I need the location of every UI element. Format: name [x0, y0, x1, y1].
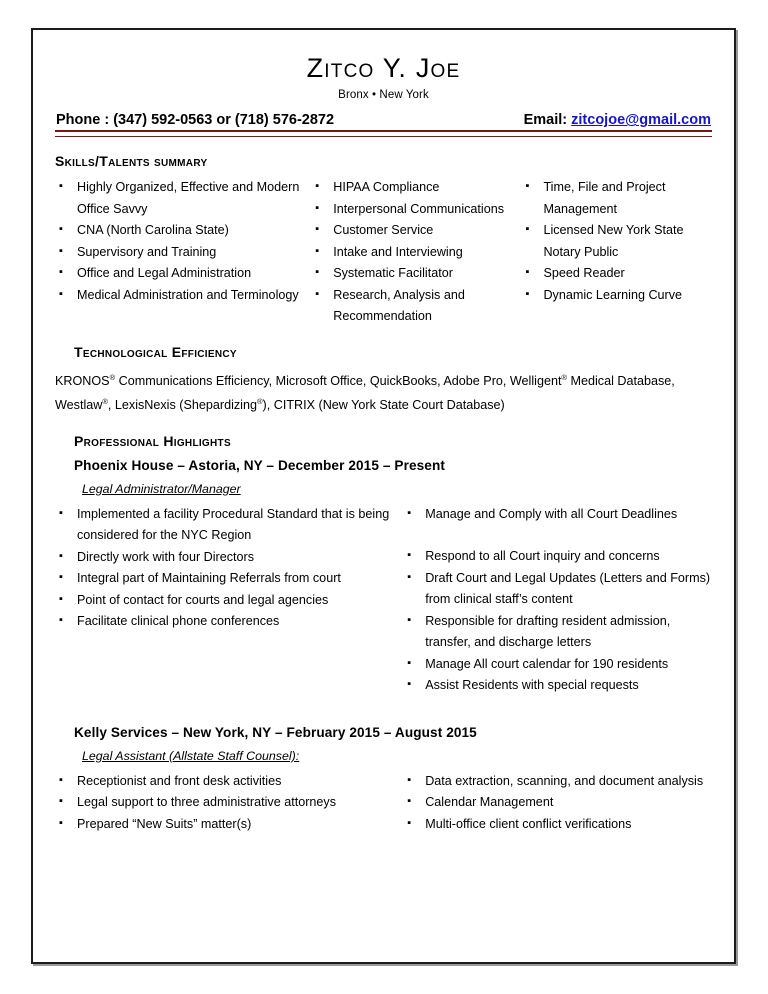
job-bullets-columns [55, 504, 712, 697]
job-bullets-left [55, 771, 403, 836]
list-item: ▪ Directly work with four Directors [55, 547, 403, 569]
job-list-right [403, 771, 712, 836]
list-item: ▪ Facilitate clinical phone conferences [55, 611, 403, 633]
list-item: ▪ HIPAA Compliance [311, 177, 521, 199]
job-title: Legal Assistant (Allstate Staff Counsel): [82, 748, 300, 763]
skills-list-3 [521, 177, 712, 306]
email-block [524, 112, 711, 128]
job-list-left [55, 504, 403, 633]
phone-text: Phone : (347) 592-0563 or (718) 576-2872 [56, 112, 335, 129]
list-item: ▪ Assist Residents with special requests [403, 675, 712, 697]
list-item: ▪ Multi-office client conflict verifications [403, 814, 712, 836]
list-item: ▪ Manage and Comply with all Court Deadlines [403, 504, 712, 526]
list-item: ▪ Dynamic Learning Curve [521, 285, 712, 307]
list-item: ▪ Draft Court and Legal Updates (Letters and Forms) from clinical staff’s content [403, 568, 712, 611]
list-item: ▪ Interpersonal Communications [311, 199, 521, 221]
tech-part: , LexisNexis (Shepardizing [107, 397, 257, 412]
list-item: ▪ Manage All court calendar for 190 residents [403, 654, 712, 676]
list-item: ▪ Speed Reader [521, 263, 712, 285]
registered-icon: ® [109, 372, 116, 382]
list-item: ▪ Office and Legal Administration [55, 263, 311, 285]
job-bullets-columns [55, 771, 712, 836]
skills-summary-heading: Skills/Talents summary [55, 153, 208, 170]
resume-page [31, 28, 736, 964]
list-item: ▪ Calendar Management [403, 792, 712, 814]
job-list-left [55, 771, 403, 836]
email-link[interactable]: zitcojoe@gmail.com [571, 112, 711, 129]
skills-list-1 [55, 177, 311, 306]
list-item: ▪ Respond to all Court inquiry and concerns [403, 546, 712, 568]
page-title: Zitco Y. Joe [306, 53, 461, 83]
job-list-right [403, 504, 712, 697]
list-item: ▪ Implemented a facility Procedural Standard that is being considered for the NYC Region [55, 504, 403, 547]
list-item: ▪ Data extraction, scanning, and document analysis [403, 771, 712, 793]
skills-columns [55, 177, 712, 328]
job-bullets-left [55, 504, 403, 697]
section-spacer [55, 697, 712, 716]
list-item: ▪ Highly Organized, Effective and Modern Office Savvy [55, 177, 311, 220]
list-item: ▪ Systematic Facilitator [311, 263, 521, 285]
list-item: ▪ Time, File and Project Management [521, 177, 712, 220]
resume-content [33, 30, 734, 962]
tech-part: Communications Efficiency, Microsoft Office, QuickBooks, Adobe Pro, Welligent [115, 373, 562, 388]
registered-icon: ® [561, 372, 567, 382]
job-employer-line: Kelly Services – New York, NY – February 2015 – August 2015 [74, 724, 477, 740]
technological-efficiency-body [55, 369, 712, 417]
list-item: ▪ Responsible for drafting resident admission, transfer, and discharge letters [403, 611, 712, 654]
tech-part: ), CITRIX (New York State Court Database) [262, 397, 505, 412]
list-item: ▪ Intake and Interviewing [311, 242, 521, 264]
contact-row [55, 112, 712, 128]
professional-highlights-heading: Professional Highlights [74, 432, 231, 449]
email-label: Email: [523, 112, 568, 129]
registered-icon: ® [102, 396, 108, 406]
list-item: ▪ Research, Analysis and Recommendation [311, 285, 521, 328]
list-item: ▪ Receptionist and front desk activities [55, 771, 403, 793]
tech-part: KRONOS [55, 373, 110, 388]
job-bullets-right [403, 771, 712, 836]
skills-column-2 [311, 177, 521, 328]
job-title: Legal Administrator/Manager [82, 481, 241, 496]
technological-efficiency-heading: Technological Efficiency [74, 343, 237, 360]
list-item: ▪ Prepared “New Suits” matter(s) [55, 814, 403, 836]
list-item: ▪ Point of contact for courts and legal agencies [55, 590, 403, 612]
skills-column-3 [521, 177, 712, 328]
skills-column-1 [55, 177, 311, 328]
job-employer-line: Phoenix House – Astoria, NY – December 2015 – Present [74, 457, 445, 473]
list-item: ▪ Integral part of Maintaining Referrals from court [55, 568, 403, 590]
skills-list-2 [311, 177, 521, 328]
registered-icon: ® [257, 396, 263, 406]
tech-part: Medical Database, Westlaw [55, 373, 675, 412]
list-item: ▪ CNA (North Carolina State) [55, 220, 311, 242]
header-divider [55, 130, 712, 137]
list-item: ▪ Medical Administration and Terminology [55, 285, 311, 307]
list-item: ▪ Legal support to three administrative attorneys [55, 792, 403, 814]
list-item: ▪ Customer Service [311, 220, 521, 242]
list-item: ▪ Licensed New York State Notary Public [521, 220, 712, 263]
location-line: Bronx • New York [338, 89, 429, 102]
list-item: ▪ Supervisory and Training [55, 242, 311, 264]
job-bullets-right [403, 504, 712, 697]
